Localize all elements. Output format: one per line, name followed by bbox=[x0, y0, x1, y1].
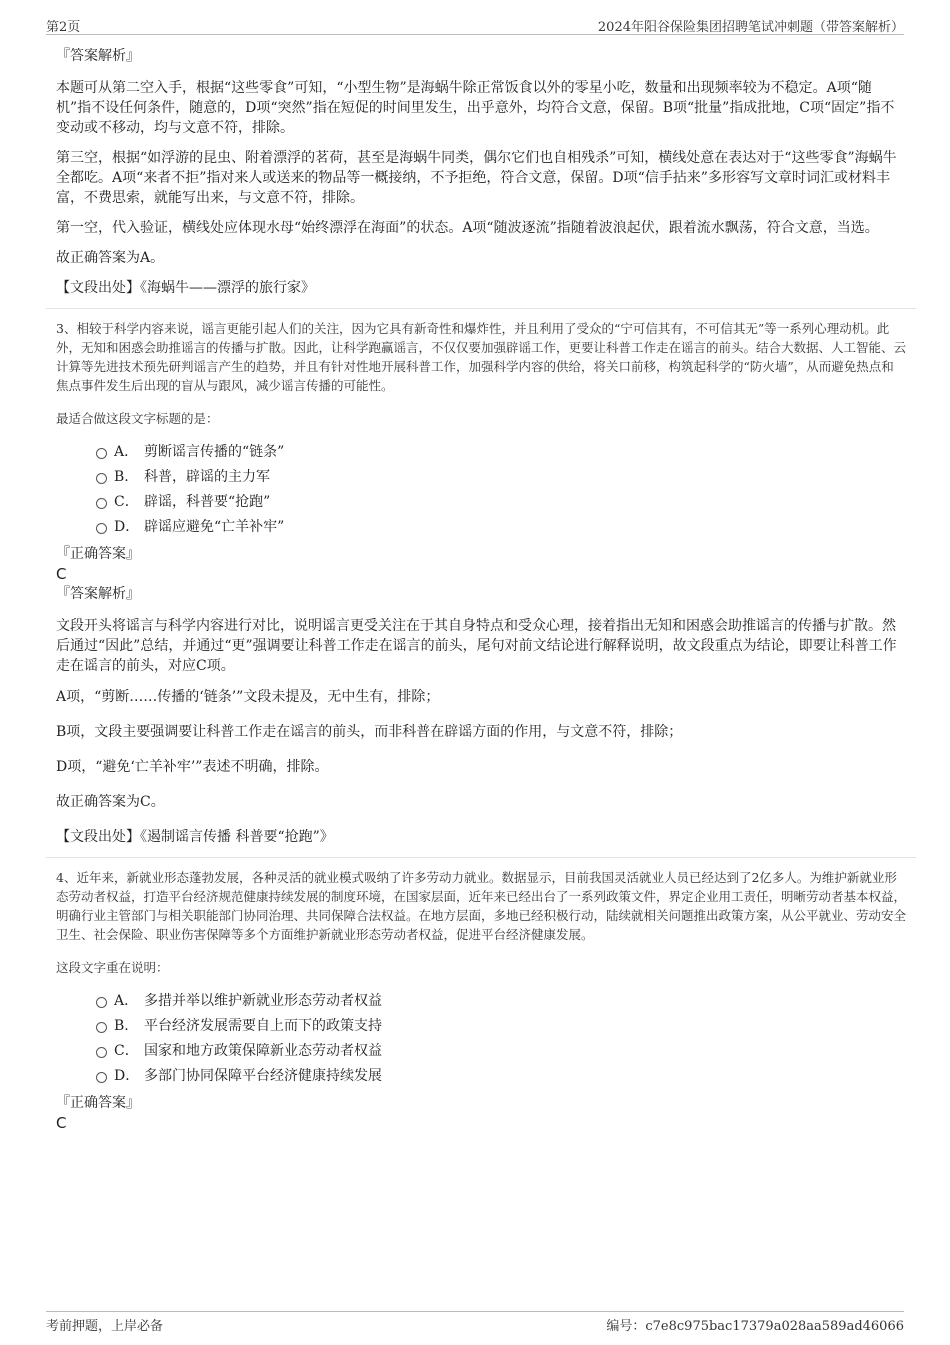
option-text: 多措并举以维护新就业形态劳动者权益 bbox=[144, 993, 382, 1009]
q2-analysis-para-3: 第一空，代入验证，横线处应体现水母“始终漂浮在海面”的状态。A项“随波逐流”指随着波浪起伏，跟着流水飘荡，符合文意，当选。 bbox=[56, 220, 879, 236]
q3-option-a[interactable] bbox=[56, 440, 906, 465]
q3-prompt: 最适合做这段文字标题的是： bbox=[56, 411, 219, 426]
radio-icon[interactable] bbox=[96, 1072, 107, 1083]
option-letter: D． bbox=[114, 1068, 140, 1084]
option-letter: D． bbox=[114, 519, 140, 535]
q3-analysis-para-1: 文段开头将谣言与科学内容进行对比，说明谣言更受关注在于其自身特点和受众心理，接着指出无知和困惑会助推谣言的传播与扩散。然后通过“因此”总结，并通过“更”强调要让科普工作走在谣言的前头，尾句对前文结论进行解释说明，故文段重点为结论，即要让科普工作走在谣言的前头，对应C项。 bbox=[56, 618, 897, 674]
page-content bbox=[56, 46, 906, 1133]
option-text: 剪断谣言传播的“链条” bbox=[144, 444, 285, 460]
q3-option-c[interactable] bbox=[56, 490, 906, 515]
radio-icon[interactable] bbox=[96, 448, 107, 459]
radio-icon[interactable] bbox=[96, 523, 107, 534]
q2-conclusion: 故正确答案为A。 bbox=[56, 250, 165, 266]
q4-answer-label: 『正确答案』 bbox=[56, 1095, 140, 1111]
q3-option-d[interactable] bbox=[56, 515, 906, 540]
q3-analysis-para-3: B项，文段主要强调要让科普工作走在谣言的前头，而非科普在辟谣方面的作用，与文意不符，排除； bbox=[56, 724, 683, 740]
divider bbox=[46, 308, 916, 309]
q3-analysis-label: 『答案解析』 bbox=[56, 586, 140, 602]
q3-conclusion: 故正确答案为C。 bbox=[56, 794, 165, 810]
q3-answer-label: 『正确答案』 bbox=[56, 546, 140, 562]
option-text: 多部门协同保障平台经济健康持续发展 bbox=[144, 1068, 382, 1084]
q3-options bbox=[56, 440, 906, 540]
option-text: 国家和地方政策保障新业态劳动者权益 bbox=[144, 1043, 382, 1059]
option-letter: A． bbox=[114, 444, 139, 460]
q2-analysis-para-2: 第三空，根据“如浮游的昆虫、附着漂浮的茗荷，甚至是海蜗牛同类，偶尔它们也自相残杀”可知，横线处意在表达对于“这些零食”海蜗牛全都吃。A项“来者不拒”指对来人或送来的物品等一概接纳，不予拒绝，符合文意，保留。D项“信手拈来”多形容写文章时词汇或材料丰富，不费思索，就能写出来，与文意不符，排除。 bbox=[56, 150, 897, 206]
option-letter: B. bbox=[114, 469, 129, 485]
radio-icon[interactable] bbox=[96, 1047, 107, 1058]
option-letter: B. bbox=[114, 1018, 129, 1034]
q3-answer: C bbox=[56, 565, 67, 583]
q4-option-c[interactable] bbox=[56, 1039, 906, 1064]
option-letter: A． bbox=[114, 993, 139, 1009]
radio-icon[interactable] bbox=[96, 1022, 107, 1033]
option-text: 平台经济发展需要自上而下的政策支持 bbox=[144, 1018, 382, 1034]
q3-source: 【文段出处】《遏制谣言传播 科普要“抢跑”》 bbox=[56, 829, 334, 845]
option-text: 辟谣，科普要“抢跑” bbox=[144, 494, 271, 510]
q3-analysis-para-4: D项，“避免‘亡羊补牢’”表述不明确，排除。 bbox=[56, 759, 329, 775]
divider bbox=[46, 857, 916, 858]
page-number: 第2页 bbox=[46, 20, 81, 35]
q2-analysis-label: 『答案解析』 bbox=[56, 48, 140, 64]
radio-icon[interactable] bbox=[96, 473, 107, 484]
q4-option-b[interactable] bbox=[56, 1014, 906, 1039]
q4-stem: 4、近年来，新就业形态蓬勃发展，各种灵活的就业模式吸纳了许多劳动力就业。数据显示，目前我国灵活就业人员已经达到了2亿多人。为维护新就业形态劳动者权益，打造平台经济规范健康持续发展的制度环境，在国家层面，近年来已经出台了一系列政策文件，界定企业用工责任，明晰劳动者基本权益，明确行业主管部门与相关职能部门协同治理、共同保障合法权益。在地方层面，多地已经积极行动，陆续就相关问题推出政策方案，从公平就业、劳动安全卫生、社会保险、职业伤害保障等多个方面维护新就业形态劳动者权益，促进平台经济健康发展。 bbox=[56, 870, 907, 942]
q3-analysis-para-2: A项，“剪断……传播的‘链条’”文段未提及，无中生有，排除； bbox=[56, 689, 440, 705]
q2-analysis-para-1: 本题可从第二空入手，根据“这些零食”可知，“小型生物”是海蜗牛除正常饭食以外的零星小吃，数量和出现频率较为不稳定。A项“随机”指不设任何条件，随意的，D项“突然”指在短促的时间里发生，出乎意外，均符合文意，保留。B项“批量”指成批地，C项“固定”指不变动或不移动，均与文意不符，排除。 bbox=[56, 80, 895, 136]
option-letter: C． bbox=[114, 494, 139, 510]
radio-icon[interactable] bbox=[96, 997, 107, 1008]
option-text: 辟谣应避免“亡羊补牢” bbox=[144, 519, 285, 535]
q3-option-b[interactable] bbox=[56, 465, 906, 490]
q4-answer: C bbox=[56, 1114, 67, 1132]
document-id: 编号：c7e8c975bac17379a028aa589ad46066 bbox=[606, 1319, 904, 1334]
page-header bbox=[46, 14, 904, 35]
q4-options bbox=[56, 989, 906, 1089]
q2-source: 【文段出处】《海蜗牛——漂浮的旅行家》 bbox=[56, 280, 315, 296]
option-text: 科普，辟谣的主力军 bbox=[144, 469, 270, 485]
footer-slogan: 考前押题，上岸必备 bbox=[46, 1319, 164, 1334]
document-title: 2024年阳谷保险集团招聘笔试冲刺题（带答案解析） bbox=[597, 20, 904, 35]
q4-prompt: 这段文字重在说明： bbox=[56, 960, 169, 975]
option-letter: C． bbox=[114, 1043, 139, 1059]
q3-stem: 3、相较于科学内容来说，谣言更能引起人们的关注，因为它具有新奇性和爆炸性，并且利用了受众的“宁可信其有，不可信其无”等一系列心理动机。此外，无知和困惑会助推谣言的传播与扩散。因此，让科学跑赢谣言，不仅仅要加强辟谣工作，更要让科普工作走在谣言的前头。结合大数据、人工智能、云计算等先进技术预先研判谣言产生的趋势，并且有针对性地开展科普工作，加强科学内容的供给，将关口前移，构筑起科学的“防火墙”，从而避免热点和焦点事件发生后出现的盲从与跟风，减少谣言传播的可能性。 bbox=[56, 321, 907, 393]
page-footer bbox=[46, 1311, 904, 1334]
q4-option-d[interactable] bbox=[56, 1064, 906, 1089]
radio-icon[interactable] bbox=[96, 498, 107, 509]
q4-option-a[interactable] bbox=[56, 989, 906, 1014]
